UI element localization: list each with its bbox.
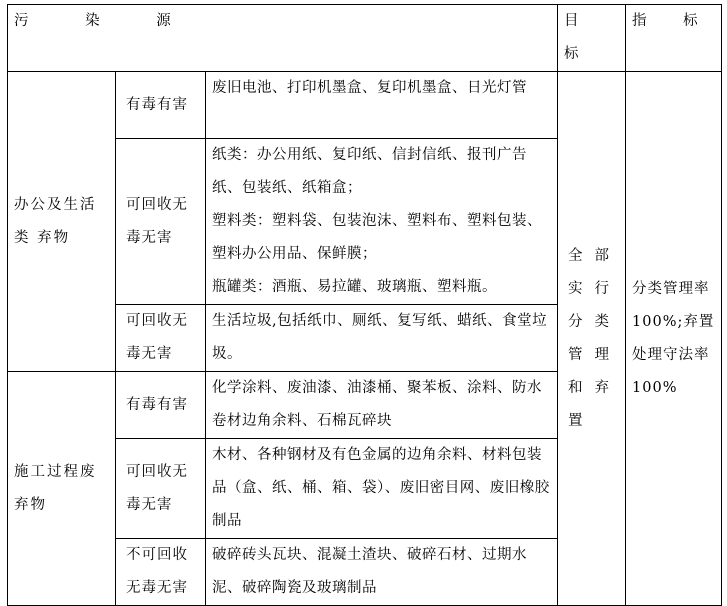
item-line: 破碎砖头瓦块、混凝土渣块、破碎石材、过期水泥、破碎陶瓷及玻璃制品 xyxy=(212,547,527,596)
subtype-recyclable: 可回收无毒无害 xyxy=(116,439,206,539)
items-cell xyxy=(206,305,558,372)
subtype-non-recyclable: 不可回收无毒无害 xyxy=(116,539,206,606)
subtype-toxic: 有毒有害 xyxy=(116,372,206,439)
item-line: 塑料类：塑料袋、包装泡沫、塑料布、塑料包装、塑料办公用品、保鲜膜； xyxy=(212,213,542,262)
target-cell: 全部实行分类管理和弃置 xyxy=(558,72,626,606)
item-line: 化学涂料、废油漆、油漆桶、聚苯板、涂料、防水卷材边角余料、石棉瓦碎块 xyxy=(212,380,542,429)
items-cell xyxy=(206,139,558,305)
item-line: 纸类：办公用纸、复印纸、信封信纸、报刊广告纸、包装纸、纸箱盒； xyxy=(212,147,527,196)
category-construction: 施工过程废弃物 xyxy=(8,372,116,606)
waste-management-table xyxy=(7,4,722,606)
subtype-recyclable: 可回收无毒无害 xyxy=(116,305,206,372)
subtype-recyclable: 可回收无毒无害 xyxy=(116,139,206,305)
items-cell xyxy=(206,372,558,439)
item-line: 废旧电池、打印机墨盒、复印机墨盒、日光灯管 xyxy=(212,80,527,96)
index-cell: 分类管理率100%;弃置处理守法率100% xyxy=(626,72,722,606)
header-source: 污 染 源 xyxy=(8,5,558,72)
items-cell xyxy=(206,539,558,606)
item-line: 木材、各种钢材及有色金属的边角余料、材料包装品（盒、纸、桶、箱、袋）、废旧密目网、废旧橡胶制品 xyxy=(212,447,550,529)
header-index: 指 标 xyxy=(626,5,722,72)
category-office-life: 办公及生活类 弃物 xyxy=(8,72,116,372)
items-cell xyxy=(206,439,558,539)
header-target: 目标 xyxy=(558,5,626,72)
items-cell xyxy=(206,72,558,139)
item-line: 瓶罐类：酒瓶、易拉罐、玻璃瓶、塑料瓶。 xyxy=(212,279,497,295)
subtype-toxic: 有毒有害 xyxy=(116,72,206,139)
item-line: 生活垃圾,包括纸巾、厕纸、复写纸、蜡纸、食堂垃圾。 xyxy=(212,313,548,362)
